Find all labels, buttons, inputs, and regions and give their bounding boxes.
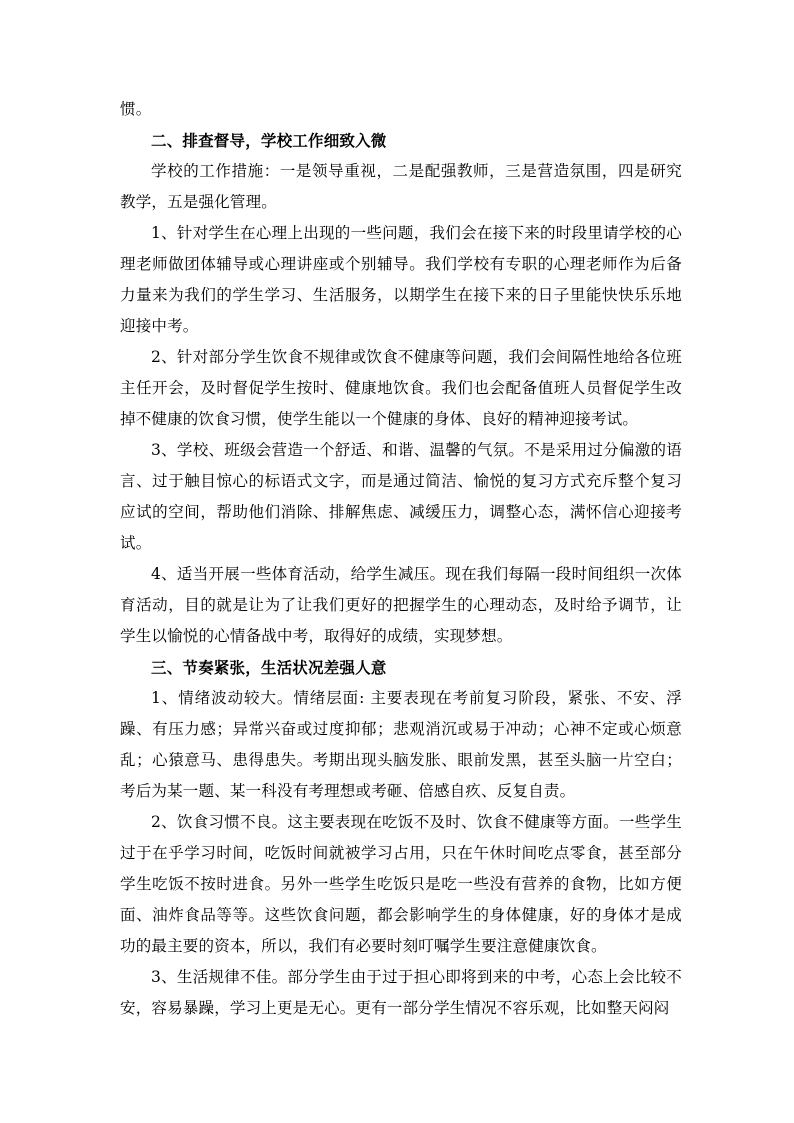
section-2-intro: 学校的工作措施：一是领导重视，二是配强教师，三是营造氛围，四是研究教学，五是强化管理。 <box>120 162 682 211</box>
section-3-item-1: 1、情绪波动较大。情绪层面: 主要表现在考前复习阶段，紧张、不安、浮躁、有压力感；异常兴奋或过度抑郁；悲观消沉或易于冲动；心神不定或心烦意乱；心猿意马、患得患失。考期出现头脑发胀、眼前发黑，甚至头脑一片空白；考后为某一题、某一科没有考理想或考砸、倍感自疚、反复自责。 <box>120 689 682 800</box>
section-2-item-2: 2、针对部分学生饮食不规律或饮食不健康等问题，我们会间隔性地给各位班主任开会，及时督促学生按时、健康地饮食。我们也会配备值班人员督促学生改掉不健康的饮食习惯，使学生能以一个健康的身体、良好的精神迎接考试。 <box>120 348 682 428</box>
continued-text: 惯。 <box>120 100 152 118</box>
section-heading-2: 二、排查督导，学校工作细致入微 <box>151 131 387 150</box>
document-page <box>120 94 682 1024</box>
section-2-item-1: 1、针对学生在心理上出现的一些问题，我们会在接下来的时段里请学校的心理老师做团体辅导或心理讲座或个别辅导。我们学校有专职的心理老师作为后备力量来为我们的学生学习、生活服务，以期学生在接下来的日子里能快快乐乐地迎接中考。 <box>120 224 682 335</box>
section-3-item-2: 2、饮食习惯不良。这主要表现在吃饭不及时、饮食不健康等方面。一些学生过于在乎学习时间，吃饭时间就被学习占用，只在午休时间吃点零食，甚至部分学生吃饭不按时进食。另外一些学生吃饭只是吃一些没有营养的食物，比如方便面、油炸食品等等。这些饮食问题，都会影响学生的身体健康，好的身体才是成功的最主要的资本，所以，我们有必要时刻叮嘱学生要注意健康饮食。 <box>120 813 682 955</box>
section-heading-3: 三、节奏紧张，生活状况差强人意 <box>151 658 387 677</box>
section-2-item-4: 4、适当开展一些体育活动，给学生减压。现在我们每隔一段时间组织一次体育活动，目的就是让为了让我们更好的把握学生的心理动态，及时给予调节，让学生以愉悦的心情备战中考，取得好的成绩，实现梦想。 <box>120 565 682 645</box>
section-3-item-3: 3、生活规律不佳。部分学生由于过于担心即将到来的中考，心态上会比较不安，容易暴躁，学习上更是无心。更有一部分学生情况不容乐观，比如整天闷闷 <box>120 968 682 1017</box>
section-2-item-3: 3、学校、班级会营造一个舒适、和谐、温馨的气氛。不是采用过分偏激的语言、过于触目惊心的标语式文字，而是通过简洁、愉悦的复习方式充斥整个复习应试的空间，帮助他们消除、排解焦虑、减缓压力，调整心态，满怀信心迎接考试。 <box>120 441 682 552</box>
